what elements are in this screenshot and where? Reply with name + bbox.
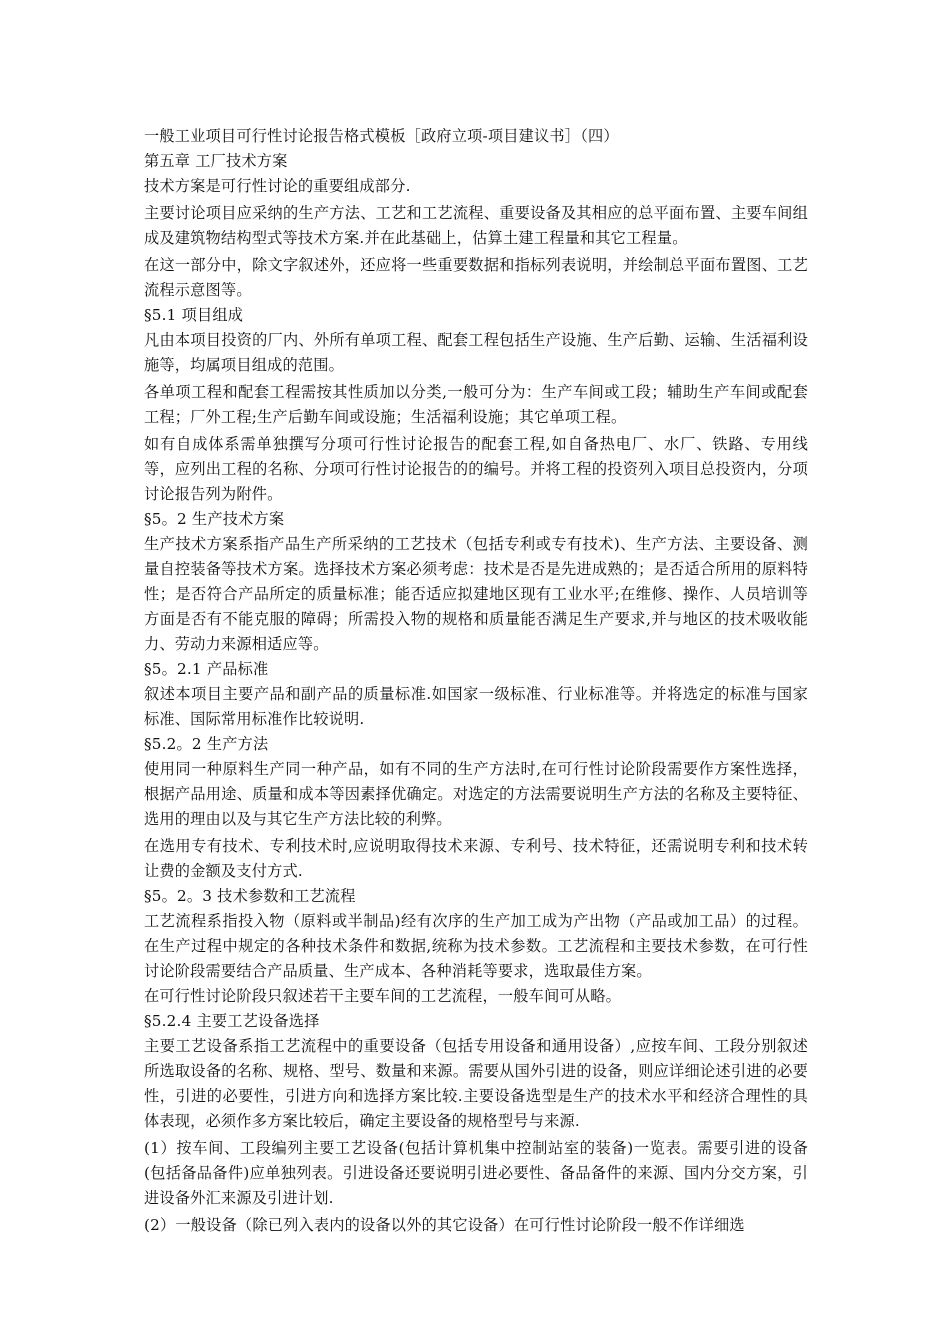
paragraph: 技术方案是可行性讨论的重要组成部分.	[144, 177, 411, 195]
paragraph: 工艺流程系指投入物（原料或半制品)经有次序的生产加工成为产出物（产品或加工品）的过程。在生产过程中规定的各种技术条件和数据,统称为技术参数。工艺流程和主要技术参数，在可行性讨论阶段需要结合产品质量、生产成本、各种消耗等要求，选取最佳方案。	[144, 912, 808, 980]
section-heading: §5.2。2 生产方法	[144, 735, 269, 753]
document-title: 一般工业项目可行性讨论报告格式模板［政府立项-项目建议书］（四）	[144, 127, 619, 145]
section-heading: §5。2 生产技术方案	[144, 510, 285, 528]
paragraph: 使用同一种原料生产同一种产品，如有不同的生产方法时,在可行性讨论阶段需要作方案性选择，根据产品用途、质量和成本等因素择优确定。对选定的方法需要说明生产方法的名称及主要特征、选用的理由以及与其它生产方法比较的利弊。	[144, 760, 808, 828]
paragraph: 各单项工程和配套工程需按其性质加以分类,一般可分为：生产车间或工段；辅助生产车间或配套工程；厂外工程;生产后勤车间或设施；生活福利设施；其它单项工程。	[144, 383, 808, 426]
paragraph: 生产技术方案系指产品生产所采纳的工艺技术（包括专利或专有技术)、生产方法、主要设备、测量自控装备等技术方案。选择技术方案必须考虑：技术是否是先进成熟的；是否适合所用的原料特性；是否符合产品所定的质量标准；能否适应拟建地区现有工业水平;在维修、操作、人员培训等方面是否有不能克服的障碍；所需投入物的规格和质量能否满足生产要求,并与地区的技术吸收能力、劳动力来源相适应等。	[144, 535, 808, 653]
paragraph: 主要讨论项目应采纳的生产方法、工艺和工艺流程、重要设备及其相应的总平面布置、主要车间组成及建筑物结构型式等技术方案.并在此基础上，估算土建工程量和其它工程量。	[144, 204, 808, 247]
paragraph: 如有自成体系需单独撰写分项可行性讨论报告的配套工程,如自备热电厂、水厂、铁路、专用线等，应列出工程的名称、分项可行性讨论报告的的编号。并将工程的投资列入项目总投资内，分项讨论报告列为附件。	[144, 435, 808, 503]
list-item: (2）一般设备（除已列入表内的设备以外的其它设备）在可行性讨论阶段一般不作详细选	[144, 1216, 745, 1234]
paragraph: 主要工艺设备系指工艺流程中的重要设备（包括专用设备和通用设备）,应按车间、工段分别叙述所选取设备的名称、规格、型号、数量和来源。需要从国外引进的设备，则应详细论述引进的必要性，引进的必要性，引进方向和选择方案比较.主要设备选型是生产的技术水平和经济合理性的具体表现，必须作多方案比较后，确定主要设备的规格型号与来源.	[144, 1037, 808, 1130]
section-heading: §5.2.4 主要工艺设备选择	[144, 1012, 320, 1030]
chapter-heading: 第五章 工厂技术方案	[144, 152, 288, 170]
paragraph: 在这一部分中，除文字叙述外，还应将一些重要数据和指标列表说明，并绘制总平面布置图、工艺流程示意图等。	[144, 256, 808, 299]
paragraph: 在可行性讨论阶段只叙述若干主要车间的工艺流程，一般车间可从略。	[144, 987, 622, 1005]
paragraph: 在选用专有技术、专利技术时,应说明取得技术来源、专利号、技术特征，还需说明专利和技术转让费的金额及支付方式.	[144, 837, 808, 880]
list-item: (1）按车间、工段编列主要工艺设备(包括计算机集中控制站室的装备)一览表。需要引进的设备(包括备品备件)应单独列表。引进设备还要说明引进必要性、备品备件的来源、国内分交方案，引进设备外汇来源及引进计划.	[144, 1139, 808, 1207]
section-heading: §5。2。3 技术参数和工艺流程	[144, 887, 356, 905]
section-heading: §5。2.1 产品标准	[144, 660, 269, 678]
document-body	[144, 124, 808, 1238]
paragraph: 凡由本项目投资的厂内、外所有单项工程、配套工程包括生产设施、生产后勤、运输、生活福利设施等，均属项目组成的范围。	[144, 331, 808, 374]
paragraph: 叙述本项目主要产品和副产品的质量标准.如国家一级标准、行业标准等。并将选定的标准与国家标准、国际常用标准作比较说明.	[144, 685, 808, 728]
section-heading: §5.1 项目组成	[144, 306, 244, 324]
